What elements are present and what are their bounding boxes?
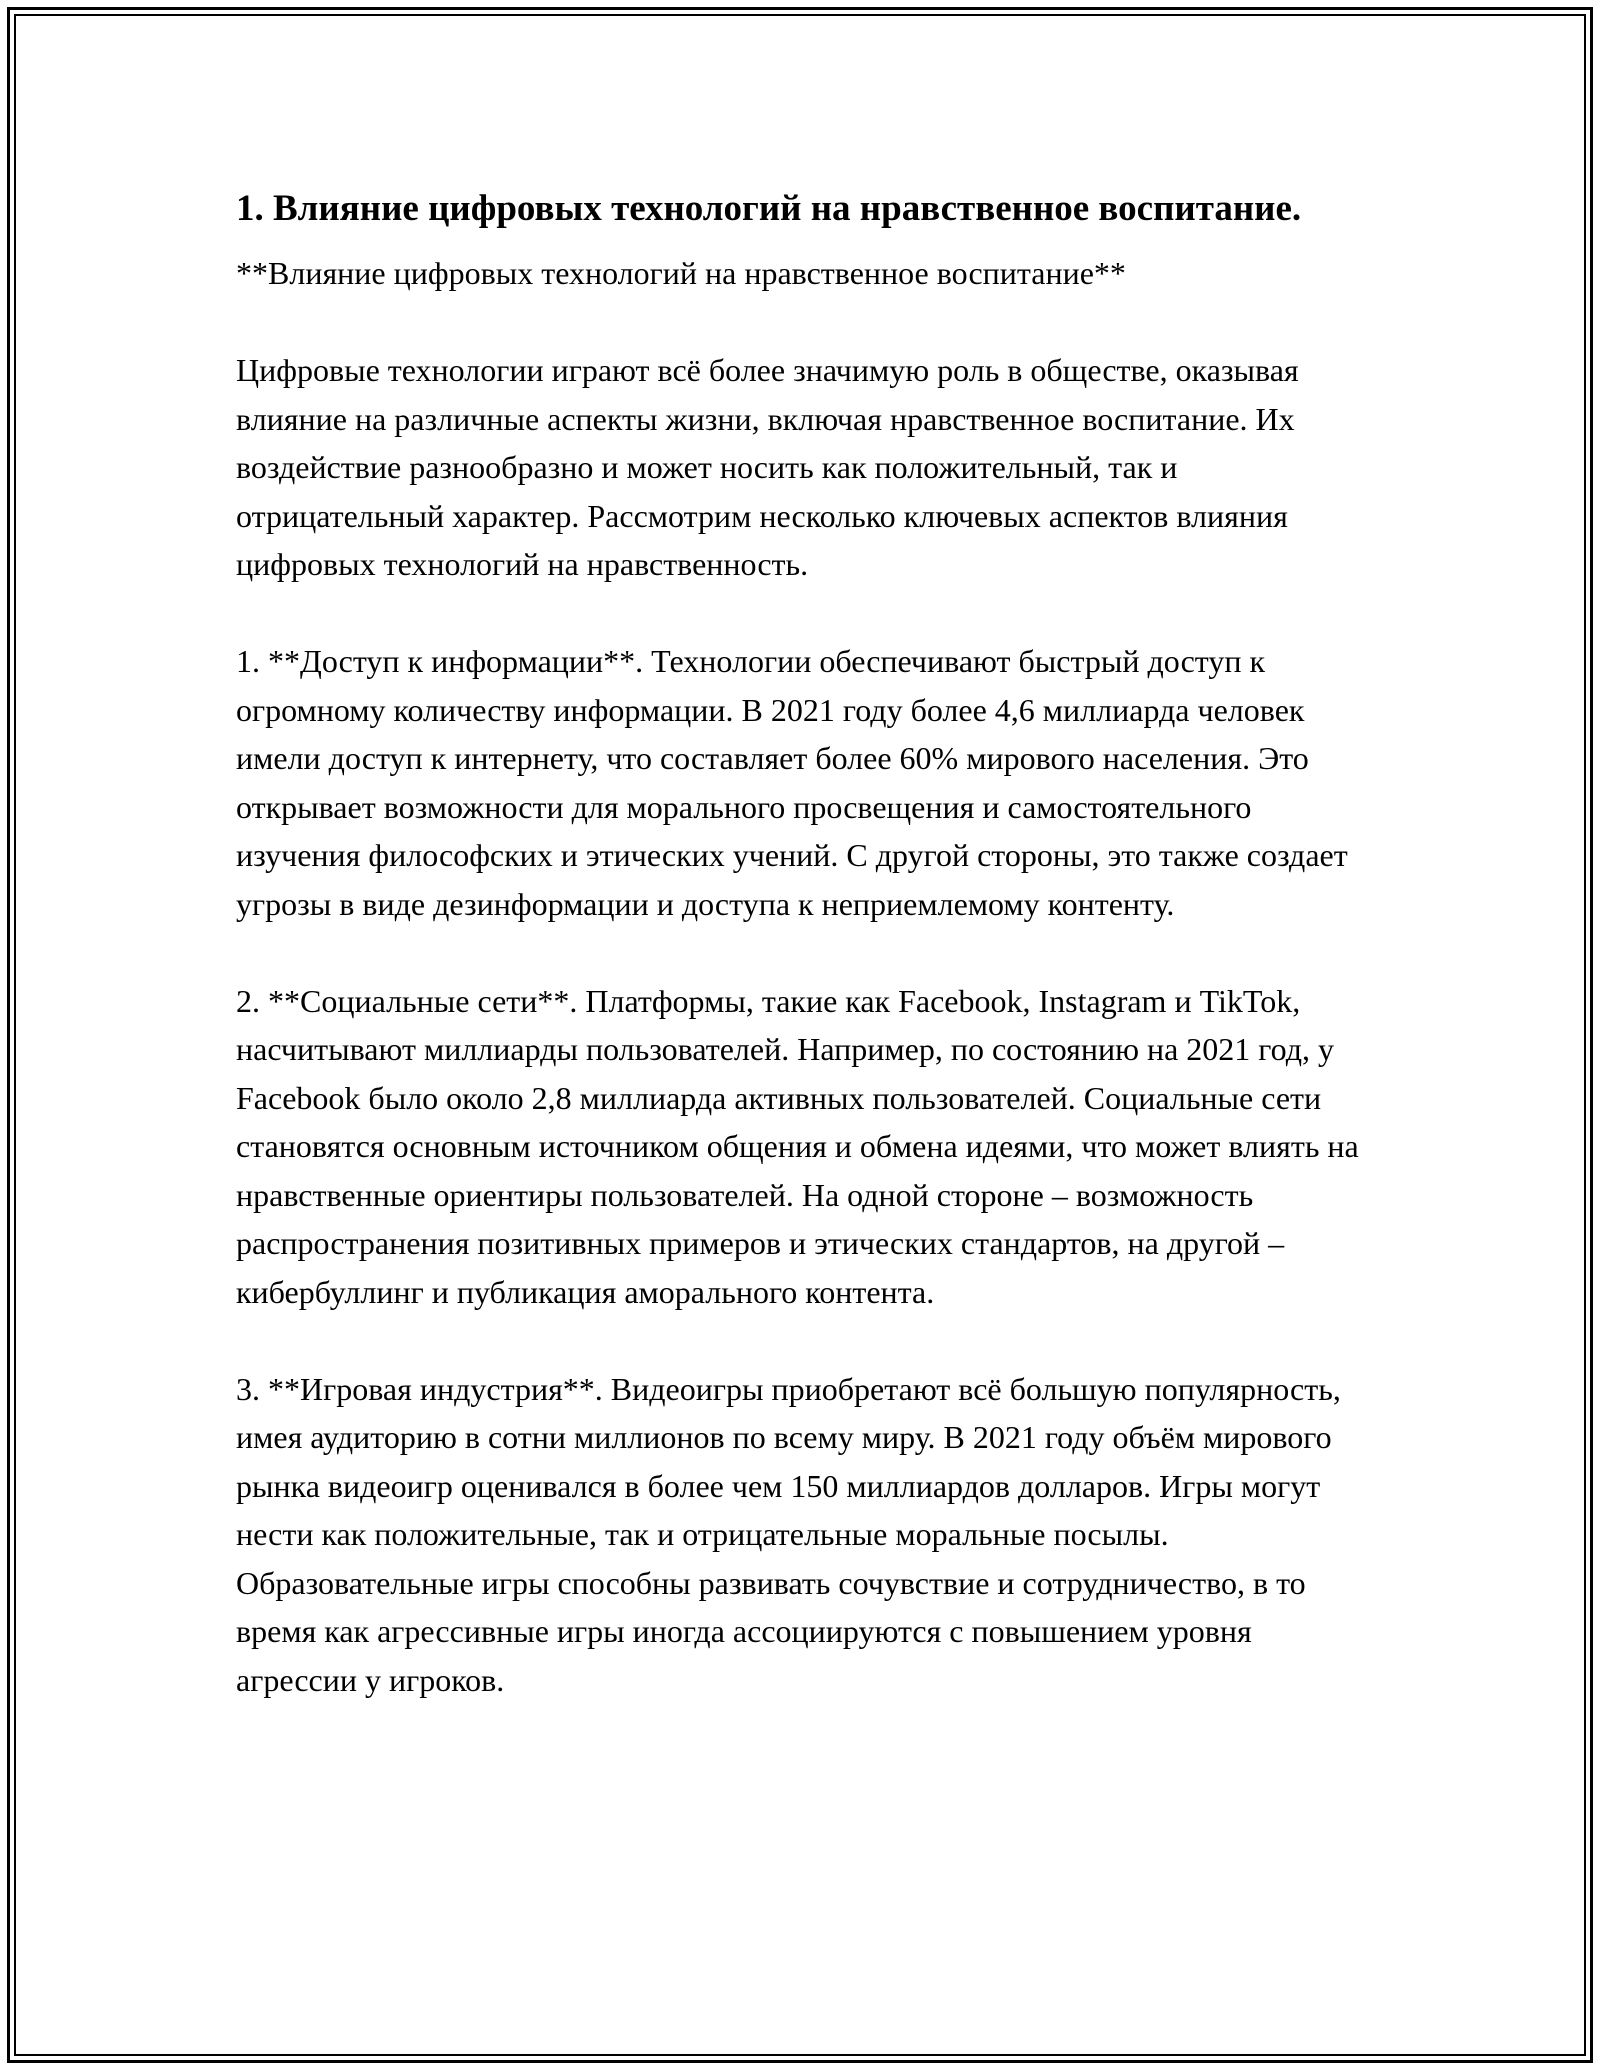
paragraph-information-access: 1. **Доступ к информации**. Технологии обеспечивают быстрый доступ к огромному количеству информации. В 2021 году более 4,6 миллиарда человек имели доступ к интернету, что составляет более 60% мирового населения. Это открывает возможности для морального просвещения и самостоятельного изучения философских и этических учений. С другой стороны, это также создает угрозы в виде дезинформации и доступа к неприемлемому контенту. — [236, 643, 1348, 922]
document-body — [236, 186, 1366, 1704]
paragraph-gaming-industry: 3. **Игровая индустрия**. Видеоигры приобретают всё большую популярность, имея аудиторию в сотни миллионов по всему миру. В 2021 году объём мирового рынка видеоигр оценивался в более чем 150 миллиардов долларов. Игры могут нести как положительные, так и отрицательные моральные посылы. Образовательные игры способны развивать сочувствие и сотрудничество, в то время как агрессивные игры иногда ассоциируются с повышением уровня агрессии у игроков. — [236, 1370, 1341, 1698]
intro-paragraph: Цифровые технологии играют всё более значимую роль в обществе, оказывая влияние на различные аспекты жизни, включая нравственное воспитание. Их воздействие разнообразно и может носить как положительный, так и отрицательный характер. Рассмотрим несколько ключевых аспектов влияния цифровых технологий на нравственность. — [236, 352, 1299, 582]
section-subtitle: **Влияние цифровых технологий на нравственное воспитание** — [236, 255, 1126, 291]
paragraph-social-networks: 2. **Социальные сети**. Платформы, такие как Facebook, Instagram и TikTok, насчитывают миллиарды пользователей. Например, по состоянию на 2021 год, у Facebook было около 2,8 миллиарда активных пользователей. Социальные сети становятся основным источником общения и обмена идеями, что может влиять на нравственные ориентиры пользователей. На одной стороне – возможность распространения позитивных примеров и этических стандартов, на другой – кибербуллинг и публикация аморального контента. — [236, 982, 1359, 1310]
section-heading: 1. Влияние цифровых технологий на нравственное воспитание. — [236, 188, 1302, 229]
